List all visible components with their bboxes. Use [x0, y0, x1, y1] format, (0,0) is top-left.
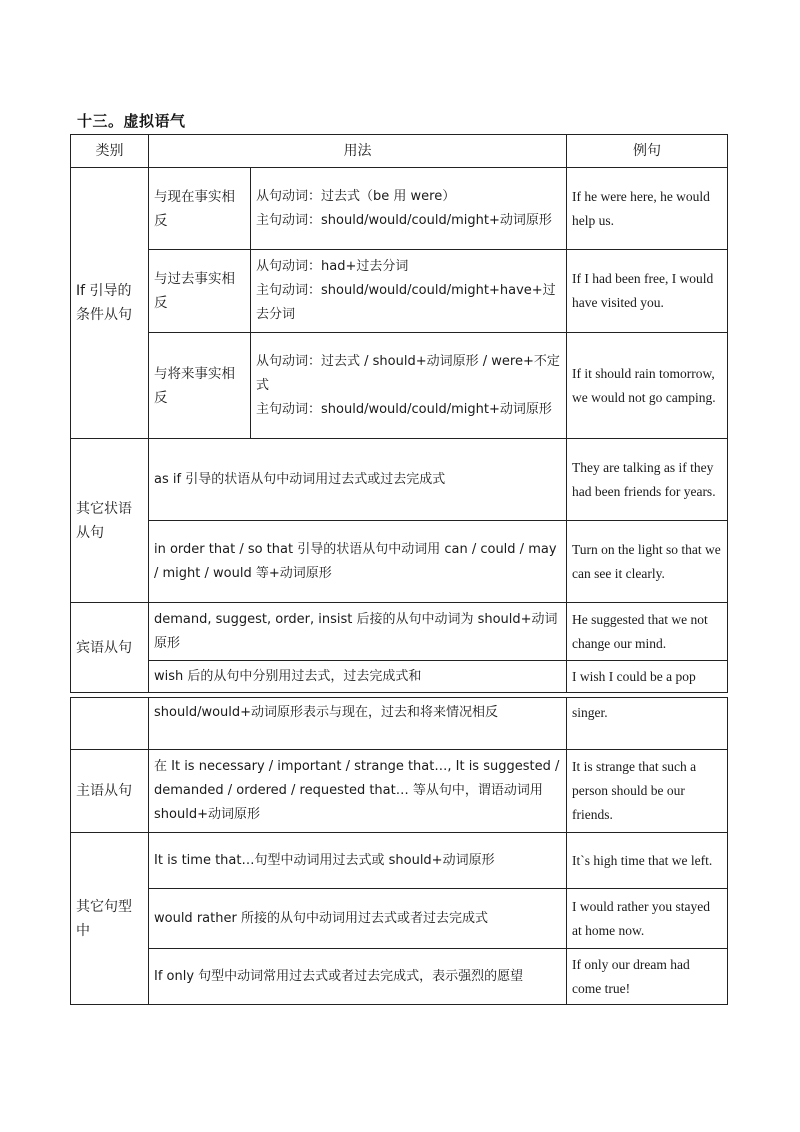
- example-cell: If only our dream had come true!: [567, 949, 728, 1005]
- usage-cell: as if 引导的状语从句中动词用过去式或过去完成式: [149, 439, 567, 521]
- usage-cell: should/would+动词原形表示与现在，过去和将来情况相反: [149, 698, 567, 750]
- usage-line: 主句动词：should/would/could/might+动词原形: [256, 212, 552, 228]
- category-if-clause: If 引导的条件从句: [71, 168, 149, 439]
- category-object-clause: 宾语从句: [71, 603, 149, 693]
- usage-cell: [251, 168, 567, 250]
- header-example: 例句: [567, 135, 728, 168]
- usage-cell: [251, 333, 567, 439]
- table-row: [71, 661, 728, 693]
- table-header-row: [71, 135, 728, 168]
- category-adverbial: 其它状语从句: [71, 439, 149, 603]
- table-row: [71, 603, 728, 661]
- usage-cell: 在 It is necessary / important / strange that…, It is suggested / demanded / ordered / requested that… 等从句中，谓语动词用 should+动词原形: [149, 750, 567, 833]
- example-cell: I would rather you stayed at home now.: [567, 889, 728, 949]
- example-cell: I wish I could be a pop: [567, 661, 728, 693]
- example-cell: singer.: [567, 698, 728, 750]
- usage-cell: demand, suggest, order, insist 后接的从句中动词为 should+动词原形: [149, 603, 567, 661]
- table-row: [71, 833, 728, 889]
- table-row: [71, 698, 728, 750]
- empty-category-cell: [71, 698, 149, 750]
- usage-line: 主句动词：should/would/could/might+have+过去分词: [256, 283, 556, 322]
- example-cell: If I had been free, I would have visited you.: [567, 250, 728, 333]
- table-row: [71, 168, 728, 250]
- subjunctive-table: [70, 134, 728, 693]
- header-category: 类别: [71, 135, 149, 168]
- header-usage: 用法: [149, 135, 567, 168]
- subcategory: 与将来事实相反: [149, 333, 251, 439]
- subjunctive-table-continued: [70, 697, 728, 1005]
- usage-cell: wish 后的从句中分别用过去式，过去完成式和: [149, 661, 567, 693]
- category-subject-clause: 主语从句: [71, 750, 149, 833]
- subcategory: 与过去事实相反: [149, 250, 251, 333]
- example-cell: Turn on the light so that we can see it clearly.: [567, 521, 728, 603]
- usage-line: 从句动词：过去式 / should+动词原形 / were+不定式: [256, 353, 560, 393]
- usage-cell: It is time that…句型中动词用过去式或 should+动词原形: [149, 833, 567, 889]
- usage-cell: in order that / so that 引导的状语从句中动词用 can / could / may / might / would 等+动词原形: [149, 521, 567, 603]
- usage-line: 从句动词：过去式（be 用 were）: [256, 188, 456, 204]
- example-cell: If it should rain tomorrow, we would not go camping.: [567, 333, 728, 439]
- table-row: [71, 949, 728, 1005]
- section-title: 十三。虚拟语气: [77, 112, 186, 130]
- table-row: [71, 750, 728, 833]
- table-row: [71, 521, 728, 603]
- table-row: [71, 439, 728, 521]
- example-cell: It`s high time that we left.: [567, 833, 728, 889]
- table-row: [71, 333, 728, 439]
- example-cell: He suggested that we not change our mind.: [567, 603, 728, 661]
- usage-line: 主句动词：should/would/could/might+动词原形: [256, 401, 552, 417]
- usage-cell: [251, 250, 567, 333]
- category-other-patterns: 其它句型中: [71, 833, 149, 1005]
- usage-line: 从句动词：had+过去分词: [256, 259, 409, 274]
- example-cell: If he were here, he would help us.: [567, 168, 728, 250]
- table-row: [71, 889, 728, 949]
- table-row: [71, 250, 728, 333]
- subcategory: 与现在事实相反: [149, 168, 251, 250]
- usage-cell: would rather 所接的从句中动词用过去式或者过去完成式: [149, 889, 567, 949]
- example-cell: It is strange that such a person should be our friends.: [567, 750, 728, 833]
- usage-cell: If only 句型中动词常用过去式或者过去完成式，表示强烈的愿望: [149, 949, 567, 1005]
- example-cell: They are talking as if they had been friends for years.: [567, 439, 728, 521]
